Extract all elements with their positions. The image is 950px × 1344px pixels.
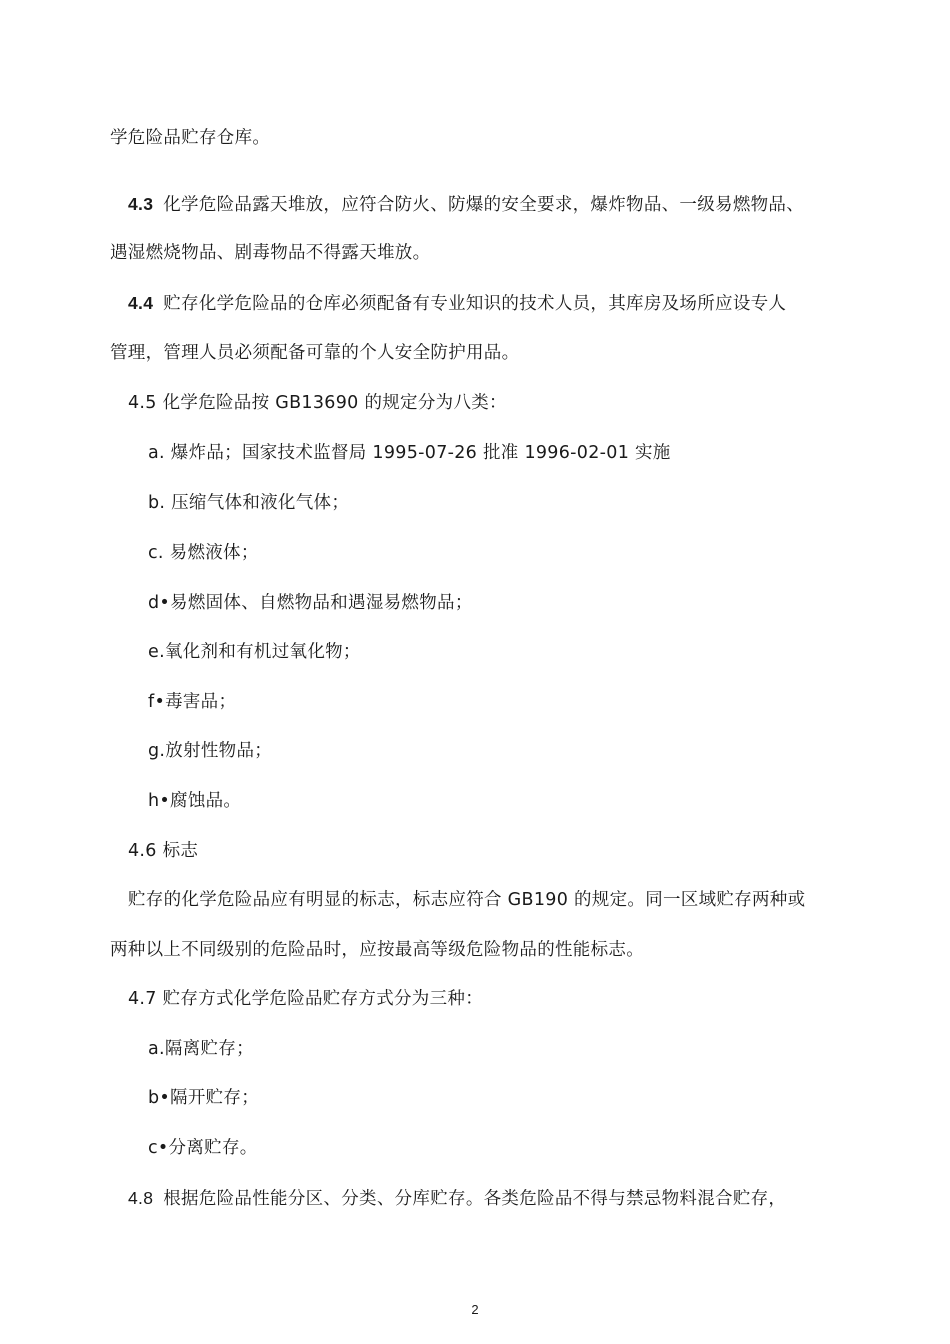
paragraph-line bbox=[128, 1186, 786, 1211]
page-number: 2 bbox=[471, 1302, 479, 1317]
list-item: a.隔离贮存； bbox=[148, 1039, 254, 1059]
paragraph-line: 学危险品贮存仓库。 bbox=[110, 128, 271, 148]
clause-text: 根据危险品性能分区、分类、分库贮存。各类危险品不得与禁忌物料混合贮存， bbox=[163, 1189, 787, 1209]
list-item: a. 爆炸品；国家技术监督局 1995-07-26 批准 1996-02-01 实施 bbox=[148, 443, 671, 463]
list-item: f•毒害品； bbox=[148, 692, 237, 712]
list-item: h•腐蚀品。 bbox=[148, 791, 242, 811]
list-item: e.氧化剂和有机过氧化物； bbox=[148, 642, 361, 662]
paragraph-line: 管理，管理人员必须配备可靠的个人安全防护用品。 bbox=[110, 343, 520, 363]
list-item: g.放射性物品； bbox=[148, 741, 273, 761]
list-item: c•分离贮存。 bbox=[148, 1138, 258, 1158]
paragraph-line: 贮存的化学危险品应有明显的标志，标志应符合 GB190 的规定。同一区域贮存两种或 bbox=[128, 890, 806, 910]
clause-number: 4.3 bbox=[128, 194, 154, 214]
clause-number: 4.4 bbox=[128, 293, 154, 313]
list-item: b•隔开贮存； bbox=[148, 1088, 260, 1108]
paragraph-line: 4.5 化学危险品按 GB13690 的规定分为八类： bbox=[128, 393, 507, 413]
paragraph-line bbox=[128, 291, 786, 316]
list-item: b. 压缩气体和液化气体； bbox=[148, 493, 350, 513]
clause-text: 化学危险品露天堆放，应符合防火、防爆的安全要求，爆炸物品、一级易燃物品、 bbox=[163, 195, 805, 215]
list-item: c. 易燃液体； bbox=[148, 543, 259, 563]
paragraph-line: 4.7 贮存方式化学危险品贮存方式分为三种： bbox=[128, 989, 483, 1009]
paragraph-line: 遇湿燃烧物品、剧毒物品不得露天堆放。 bbox=[110, 243, 431, 263]
paragraph-line bbox=[128, 192, 804, 217]
clause-text: 贮存化学危险品的仓库必须配备有专业知识的技术人员，其库房及场所应设专人 bbox=[163, 294, 787, 314]
paragraph-line: 两种以上不同级别的危险品时，应按最高等级危险物品的性能标志。 bbox=[110, 940, 644, 960]
clause-number: 4.8 bbox=[128, 1188, 154, 1208]
section-heading: 4.6 标志 bbox=[128, 841, 199, 861]
list-item: d•易燃固体、自燃物品和遇湿易燃物品； bbox=[148, 593, 473, 613]
